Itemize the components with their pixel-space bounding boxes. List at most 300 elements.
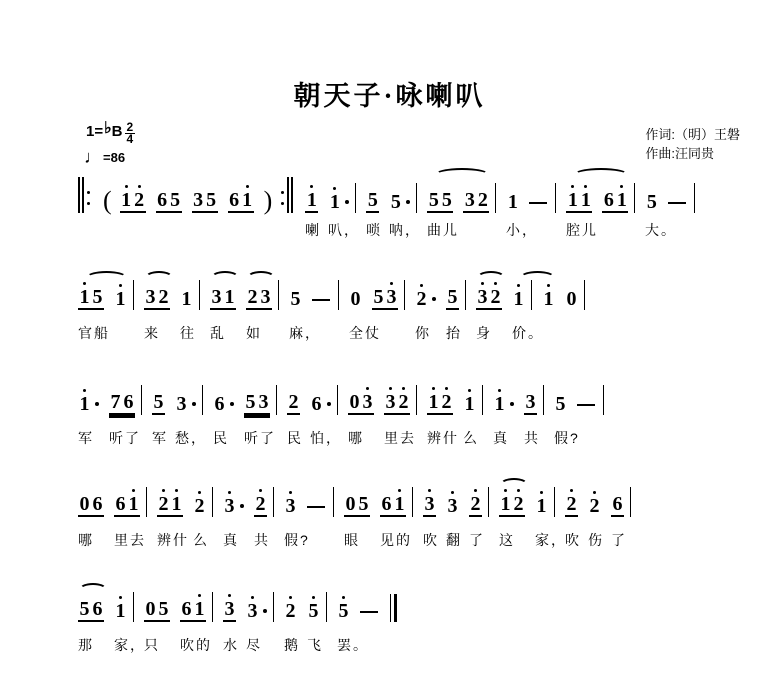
note-group bbox=[493, 389, 514, 415]
note-digit: 2 bbox=[416, 288, 427, 310]
note-digits bbox=[152, 387, 165, 415]
note-group bbox=[193, 491, 206, 517]
repeat-bar bbox=[287, 177, 289, 213]
note-digit: 2 bbox=[285, 600, 296, 622]
barline-glyph bbox=[555, 183, 556, 213]
barline-glyph bbox=[465, 280, 466, 310]
octave-dot bbox=[162, 489, 165, 492]
note-digits bbox=[493, 389, 506, 415]
lyric-syllable: 家， bbox=[114, 637, 146, 653]
note-char bbox=[463, 185, 476, 210]
note-digit: 2 bbox=[490, 286, 501, 308]
note-digits bbox=[120, 185, 146, 213]
note-char bbox=[114, 284, 127, 309]
note-char bbox=[78, 489, 91, 514]
note-char bbox=[512, 284, 525, 309]
lyric-syllable: 辨什 bbox=[157, 532, 189, 548]
lyric-syllable: 只 bbox=[144, 637, 160, 653]
note-digits bbox=[446, 491, 459, 517]
note-group bbox=[246, 282, 272, 310]
note-digit: 3 bbox=[362, 391, 373, 413]
note-digits bbox=[114, 489, 140, 517]
note-digit: 6 bbox=[381, 493, 392, 515]
note-digit: 5 bbox=[358, 493, 369, 515]
parenthesis-open: ( bbox=[103, 186, 112, 215]
note-char bbox=[109, 387, 122, 412]
note-digit: 2 bbox=[288, 391, 299, 413]
octave-dot bbox=[83, 282, 86, 285]
note-digits bbox=[611, 489, 624, 517]
note-digit: 5 bbox=[158, 598, 169, 620]
note-digits bbox=[565, 489, 578, 517]
note-digit: 5 bbox=[441, 189, 452, 211]
octave-dot bbox=[420, 284, 423, 287]
octave-dot bbox=[228, 594, 231, 597]
lyric-syllable: 往 bbox=[180, 325, 196, 341]
note-digits bbox=[223, 594, 236, 622]
note-digit: 6 bbox=[612, 493, 623, 515]
note-char bbox=[565, 284, 578, 309]
note-char bbox=[554, 389, 567, 414]
augmentation-dot bbox=[327, 402, 331, 406]
note-char bbox=[397, 387, 410, 412]
note-digit: 6 bbox=[214, 393, 225, 415]
lyric-syllable: 喇 bbox=[305, 222, 321, 238]
lyric-syllable: 了 bbox=[611, 532, 627, 548]
repeat-bar bbox=[78, 177, 80, 213]
barline bbox=[482, 385, 483, 415]
octave-dot bbox=[428, 489, 431, 492]
lyric-syllable: 曲儿 bbox=[427, 222, 459, 238]
lyric-syllable: 听了 bbox=[109, 430, 141, 446]
note-char bbox=[223, 594, 236, 619]
barline bbox=[212, 592, 213, 622]
note-char bbox=[337, 596, 350, 621]
note-group bbox=[157, 489, 183, 517]
note-char bbox=[157, 489, 170, 514]
note-digits bbox=[305, 185, 318, 213]
note-char bbox=[156, 185, 169, 210]
slur-arc bbox=[435, 168, 489, 181]
lyric-syllable: 飞 bbox=[307, 637, 323, 653]
note-digit: 2 bbox=[158, 286, 169, 308]
note-char bbox=[493, 389, 506, 414]
note-digits bbox=[307, 596, 320, 622]
note-row bbox=[78, 373, 775, 415]
final-barline bbox=[390, 594, 397, 622]
barline bbox=[416, 385, 417, 415]
note-group bbox=[463, 389, 476, 415]
note-digit: 6 bbox=[181, 598, 192, 620]
slur-arc bbox=[500, 478, 528, 491]
lyric-syllable: 如 bbox=[246, 325, 262, 341]
note-digit: 5 bbox=[245, 391, 256, 413]
slur-arc bbox=[211, 271, 239, 284]
lyric-syllable: 腔儿 bbox=[566, 222, 598, 238]
note-digit: 3 bbox=[525, 391, 536, 413]
note-char bbox=[289, 284, 302, 309]
note-digits bbox=[157, 489, 183, 517]
octave-dot bbox=[228, 491, 231, 494]
note-digits bbox=[337, 596, 350, 622]
note-char bbox=[78, 282, 91, 307]
note-char bbox=[241, 185, 254, 210]
note-char bbox=[446, 491, 459, 516]
note-char bbox=[463, 389, 476, 414]
barline-glyph bbox=[694, 183, 695, 213]
lyric-syllable: 哪 bbox=[78, 532, 94, 548]
barline bbox=[584, 280, 585, 310]
note-digits bbox=[415, 284, 428, 310]
barline bbox=[554, 487, 555, 517]
note-digit: 5 bbox=[170, 189, 181, 211]
note-char bbox=[127, 489, 140, 514]
note-digit: 5 bbox=[555, 393, 566, 415]
note-char bbox=[91, 489, 104, 514]
note-char bbox=[344, 489, 357, 514]
key-letter: B bbox=[111, 123, 123, 140]
note-char bbox=[393, 489, 406, 514]
note-group bbox=[566, 185, 592, 213]
half-note-dash bbox=[577, 404, 595, 406]
barline-glyph bbox=[146, 487, 147, 517]
note-char bbox=[246, 282, 259, 307]
note-char bbox=[228, 185, 241, 210]
barline bbox=[146, 487, 147, 517]
note-digit: 2 bbox=[134, 189, 145, 211]
barline-glyph bbox=[412, 487, 413, 517]
note-digit: 2 bbox=[398, 391, 409, 413]
note-digit: 1 bbox=[306, 189, 317, 211]
note-char bbox=[615, 185, 628, 210]
note-digit: 1 bbox=[494, 393, 505, 415]
repeat-dot bbox=[281, 191, 284, 194]
barline bbox=[202, 385, 203, 415]
note-char bbox=[349, 284, 362, 309]
note-digits bbox=[344, 489, 370, 517]
parenthesis-close: ) bbox=[263, 186, 273, 215]
octave-dot bbox=[251, 596, 254, 599]
note-group bbox=[192, 185, 218, 213]
barline-glyph bbox=[326, 592, 327, 622]
note-digits bbox=[254, 489, 267, 517]
barline bbox=[141, 385, 142, 415]
note-char bbox=[213, 389, 226, 414]
barline bbox=[212, 487, 213, 517]
barline bbox=[404, 280, 405, 310]
note-digit: 5 bbox=[308, 600, 319, 622]
note-digit: 1 bbox=[616, 189, 627, 211]
note-digit: 0 bbox=[79, 493, 90, 515]
note-digit: 5 bbox=[367, 189, 378, 211]
augmentation-dot bbox=[345, 200, 349, 204]
lyric-syllable: 吹的 bbox=[180, 637, 212, 653]
note-char bbox=[180, 594, 193, 619]
note-digit: 1 bbox=[79, 393, 90, 415]
note-digits bbox=[372, 282, 398, 310]
note-digits bbox=[499, 489, 525, 517]
note-digits bbox=[348, 387, 374, 415]
note-char bbox=[307, 596, 320, 621]
lyric-syllable: 麻， bbox=[289, 325, 321, 341]
note-digits bbox=[328, 187, 341, 213]
score-line bbox=[78, 165, 775, 265]
lyric-syllable: 官船 bbox=[78, 325, 110, 341]
note-digit: 3 bbox=[386, 286, 397, 308]
octave-dot bbox=[125, 185, 128, 188]
note-digit: 5 bbox=[428, 189, 439, 211]
note-digits bbox=[244, 387, 270, 415]
octave-dot bbox=[333, 187, 336, 190]
quarter-note-icon: ♩ bbox=[84, 147, 102, 167]
note-digit: 1 bbox=[224, 286, 235, 308]
note-digit: 5 bbox=[290, 288, 301, 310]
lyric-syllable: 全仗 bbox=[349, 325, 381, 341]
note-group bbox=[109, 387, 135, 415]
note-char bbox=[588, 491, 601, 516]
note-digit: 5 bbox=[646, 191, 657, 213]
note-group bbox=[223, 491, 244, 517]
note-char bbox=[257, 387, 270, 412]
note-digit: 3 bbox=[145, 286, 156, 308]
slur-arc bbox=[574, 168, 628, 181]
note-digits bbox=[175, 389, 188, 415]
note-digit: 2 bbox=[477, 189, 488, 211]
note-digits bbox=[156, 185, 182, 213]
slur-arc bbox=[247, 271, 275, 284]
lyric-syllable: 么 bbox=[193, 532, 209, 548]
note-char bbox=[512, 489, 525, 514]
note-group bbox=[210, 282, 236, 310]
note-char bbox=[259, 282, 272, 307]
note-digits bbox=[289, 284, 302, 310]
note-group bbox=[114, 284, 127, 310]
octave-dot bbox=[175, 489, 178, 492]
note-group bbox=[366, 185, 379, 213]
lyric-syllable: 叭， bbox=[328, 222, 360, 238]
slur-arc bbox=[86, 271, 127, 284]
note-group bbox=[228, 185, 254, 213]
lyricist-credit: 作词:（明）王磐 bbox=[645, 127, 740, 142]
barline-glyph bbox=[273, 592, 274, 622]
octave-dot bbox=[517, 284, 520, 287]
final-bar-thick bbox=[394, 594, 397, 622]
note-digits bbox=[469, 489, 482, 517]
note-char bbox=[372, 282, 385, 307]
barline bbox=[634, 183, 635, 213]
note-digit: 3 bbox=[247, 600, 258, 622]
note-group bbox=[78, 594, 104, 622]
note-group bbox=[175, 389, 196, 415]
note-digit: 6 bbox=[115, 493, 126, 515]
note-group bbox=[78, 282, 104, 310]
lyric-syllable: 了 bbox=[469, 532, 485, 548]
note-group bbox=[144, 282, 170, 310]
note-digits bbox=[349, 284, 362, 310]
octave-dot bbox=[310, 185, 313, 188]
note-digit: 3 bbox=[464, 189, 475, 211]
augmentation-dot bbox=[230, 402, 234, 406]
note-digit: 1 bbox=[536, 495, 547, 517]
lyric-syllable: 军 bbox=[78, 430, 94, 446]
slur-arc bbox=[520, 271, 555, 284]
note-digits bbox=[446, 282, 459, 310]
note-digit: 3 bbox=[211, 286, 222, 308]
octave-dot bbox=[342, 596, 345, 599]
flat-icon: ♭ bbox=[104, 119, 112, 137]
barline-glyph bbox=[488, 487, 489, 517]
note-digit: 3 bbox=[424, 493, 435, 515]
note-char bbox=[133, 185, 146, 210]
octave-dot bbox=[571, 185, 574, 188]
lyric-syllable: 吹 bbox=[423, 532, 439, 548]
note-digits bbox=[554, 389, 567, 415]
barline bbox=[338, 280, 339, 310]
octave-dot bbox=[138, 185, 141, 188]
note-group bbox=[152, 387, 165, 415]
octave-dot bbox=[570, 489, 573, 492]
note-char bbox=[180, 284, 193, 309]
octave-dot bbox=[289, 596, 292, 599]
score-line bbox=[78, 268, 775, 368]
lyric-syllable: 你 bbox=[415, 325, 431, 341]
note-digit: 6 bbox=[123, 391, 134, 413]
note-group bbox=[602, 185, 628, 213]
note-group bbox=[284, 596, 297, 622]
note-group bbox=[446, 282, 459, 310]
repeat-dot bbox=[87, 202, 90, 205]
note-group bbox=[156, 185, 182, 213]
lyric-syllable: 价。 bbox=[512, 325, 544, 341]
note-group bbox=[611, 489, 624, 517]
note-char bbox=[476, 282, 489, 307]
barline-glyph bbox=[543, 385, 544, 415]
composer-credit: 作曲:汪同贵 bbox=[645, 146, 714, 161]
half-note-dash bbox=[307, 506, 325, 508]
barline-glyph bbox=[278, 280, 279, 310]
note-group bbox=[289, 284, 302, 310]
note-group bbox=[427, 185, 453, 213]
note-digits bbox=[384, 387, 410, 415]
note-char bbox=[611, 489, 624, 514]
octave-dot bbox=[119, 284, 122, 287]
note-digits bbox=[524, 387, 537, 415]
octave-dot bbox=[83, 389, 86, 392]
lyric-syllable: 真 bbox=[223, 532, 239, 548]
repeat-dots bbox=[87, 183, 90, 213]
barline bbox=[555, 183, 556, 213]
note-group bbox=[344, 489, 370, 517]
note-char bbox=[348, 387, 361, 412]
note-group bbox=[120, 185, 146, 213]
note-char bbox=[244, 387, 257, 412]
note-group bbox=[554, 389, 567, 415]
lyric-syllable: 怕， bbox=[310, 430, 342, 446]
octave-dot bbox=[445, 387, 448, 390]
barline bbox=[543, 385, 544, 415]
note-group bbox=[284, 491, 297, 517]
lyric-syllable: 乱 bbox=[210, 325, 226, 341]
note-group bbox=[506, 187, 519, 213]
note-group bbox=[78, 489, 104, 517]
note-group bbox=[463, 185, 489, 213]
note-char bbox=[476, 185, 489, 210]
note-char bbox=[469, 489, 482, 514]
note-char bbox=[384, 387, 397, 412]
note-digit: 5 bbox=[447, 286, 458, 308]
note-char bbox=[385, 282, 398, 307]
note-char bbox=[506, 187, 519, 212]
note-char bbox=[542, 284, 555, 309]
note-digit: 0 bbox=[566, 288, 577, 310]
note-char bbox=[305, 185, 318, 210]
note-char bbox=[152, 387, 165, 412]
note-group bbox=[180, 594, 206, 622]
octave-dot bbox=[620, 185, 623, 188]
barline-glyph bbox=[333, 487, 334, 517]
note-digit: 3 bbox=[224, 495, 235, 517]
note-digit: 1 bbox=[513, 288, 524, 310]
note-digits bbox=[78, 282, 104, 310]
note-digit: 6 bbox=[92, 598, 103, 620]
barline bbox=[694, 183, 695, 213]
barline bbox=[273, 487, 274, 517]
note-digits bbox=[366, 185, 379, 213]
barline-glyph bbox=[416, 385, 417, 415]
note-digit: 6 bbox=[603, 189, 614, 211]
note-digits bbox=[427, 185, 453, 213]
note-digit: 1 bbox=[543, 288, 554, 310]
note-group bbox=[524, 387, 537, 415]
lyric-syllable: 那 bbox=[78, 637, 94, 653]
barline bbox=[326, 592, 327, 622]
note-group bbox=[565, 284, 578, 310]
lyric-syllable: 呐， bbox=[389, 222, 421, 238]
note-digit: 1 bbox=[580, 189, 591, 211]
barline bbox=[133, 592, 134, 622]
note-group bbox=[328, 187, 349, 213]
note-digits bbox=[192, 185, 218, 213]
lyric-syllable: 假? bbox=[554, 430, 580, 446]
note-group bbox=[337, 596, 350, 622]
octave-dot bbox=[132, 489, 135, 492]
note-digits bbox=[602, 185, 628, 213]
note-char bbox=[357, 489, 370, 514]
octave-dot bbox=[468, 389, 471, 392]
note-digits bbox=[246, 596, 259, 622]
barline bbox=[333, 487, 334, 517]
note-digit: 5 bbox=[373, 286, 384, 308]
octave-dot bbox=[498, 389, 501, 392]
barline-glyph bbox=[212, 487, 213, 517]
lyric-syllable: 哪 bbox=[348, 430, 364, 446]
note-digits bbox=[566, 185, 592, 213]
repeat-dot bbox=[281, 202, 284, 205]
octave-dot bbox=[390, 282, 393, 285]
note-digit: 2 bbox=[470, 493, 481, 515]
note-group bbox=[565, 489, 578, 517]
note-digits bbox=[380, 489, 406, 517]
barline-glyph bbox=[337, 385, 338, 415]
note-group bbox=[213, 389, 234, 415]
slur-arc bbox=[145, 271, 173, 284]
note-group bbox=[144, 594, 170, 622]
note-char bbox=[380, 489, 393, 514]
note-char bbox=[223, 491, 236, 516]
barline-glyph bbox=[531, 280, 532, 310]
note-group bbox=[254, 489, 267, 517]
note-char bbox=[328, 187, 341, 212]
